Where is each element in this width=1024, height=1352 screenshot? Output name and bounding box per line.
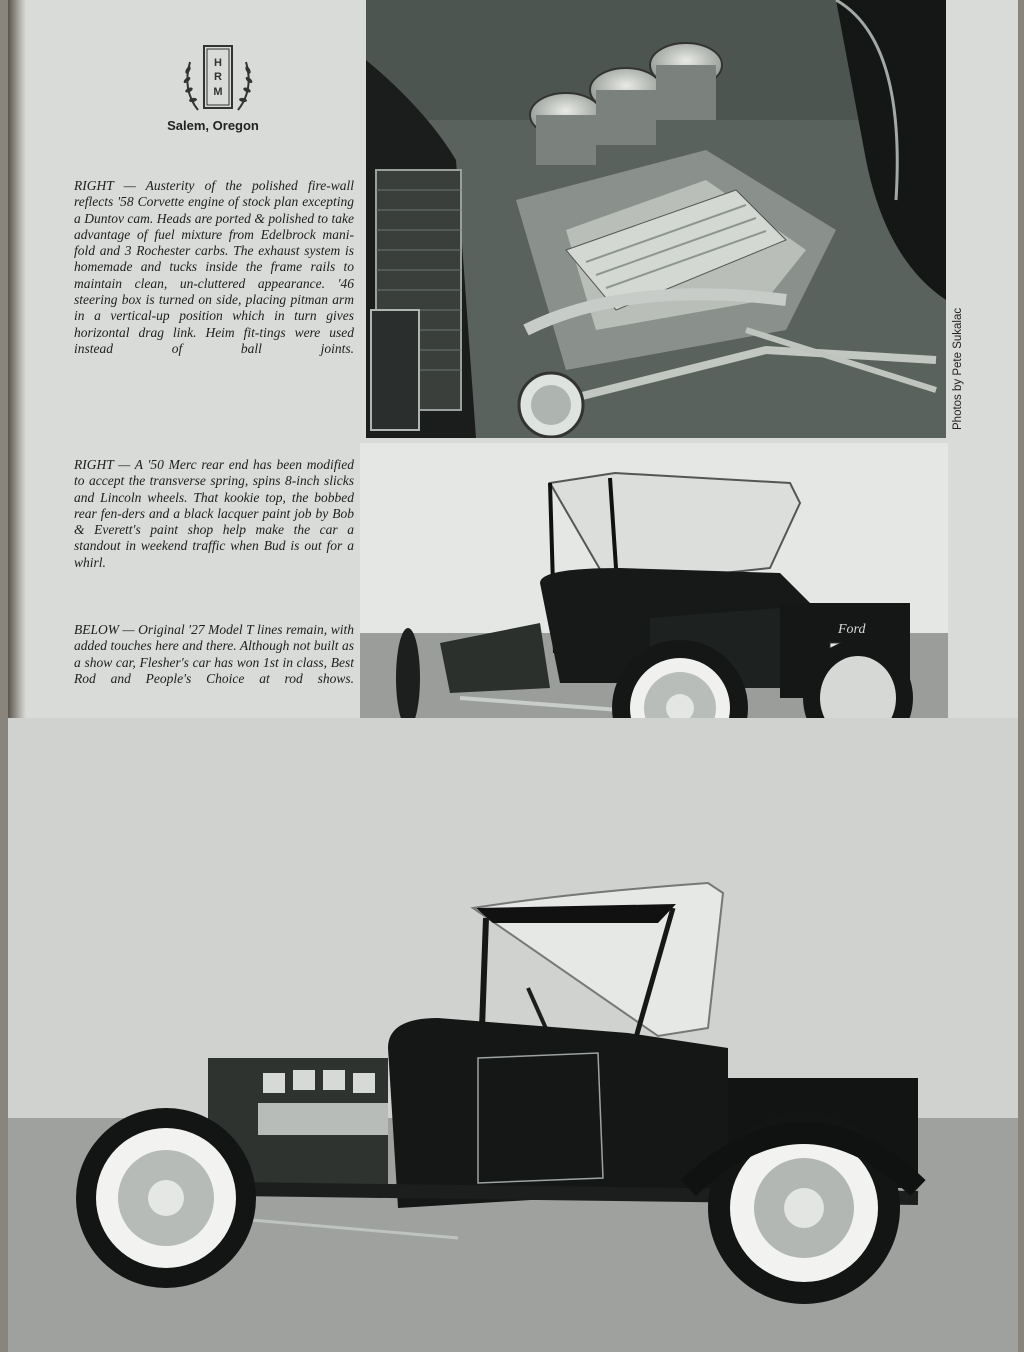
caption-engine: RIGHT — Austerity of the polished fire-wall reflects '58 Corvette engine of stock plan excepting a Duntov cam. Heads are ported & polished to take advantage of fuel mixture from Edelbrock mani-fold and 3 Rochester carbs. The exhaust system is homemade and tucks inside the frame rails to maintain clean, un-cluttered appearance. '46 steering box is turned on side, placing pitman arm in a vertical-up position which in turn gives horizontal drag link. Heim fit-tings were used instead of ball joints.: [74, 178, 354, 356]
svg-text:M: M: [213, 86, 223, 98]
caption-rear: RIGHT — A '50 Merc rear end has been modified to accept the transverse spring, spins 8-inch slicks and Lincoln wheels. That kookie top, the bobbed rear fen-ders and a black lacquer paint job by Bob & Everett's paint shop help make the car a standout in weekend traffic when Bud is out for a whirl.: [74, 457, 354, 570]
rear-ford-emblem: Ford: [838, 622, 866, 637]
city-label: Salem, Oregon: [167, 118, 259, 133]
svg-text:H: H: [214, 57, 222, 69]
engine-photo: [366, 0, 946, 438]
svg-text:R: R: [214, 71, 222, 83]
hrm-logo: [178, 40, 258, 120]
caption-side: BELOW — Original '27 Model T lines remain, with added touches here and there. Although not built as a show car, Flesher's car has won 1st in class, Best Rod and People's Choice at rod shows.: [74, 622, 354, 686]
photo-credit: Photos by Pete Sukalac: [952, 307, 964, 430]
side-photo: [8, 718, 1018, 1352]
